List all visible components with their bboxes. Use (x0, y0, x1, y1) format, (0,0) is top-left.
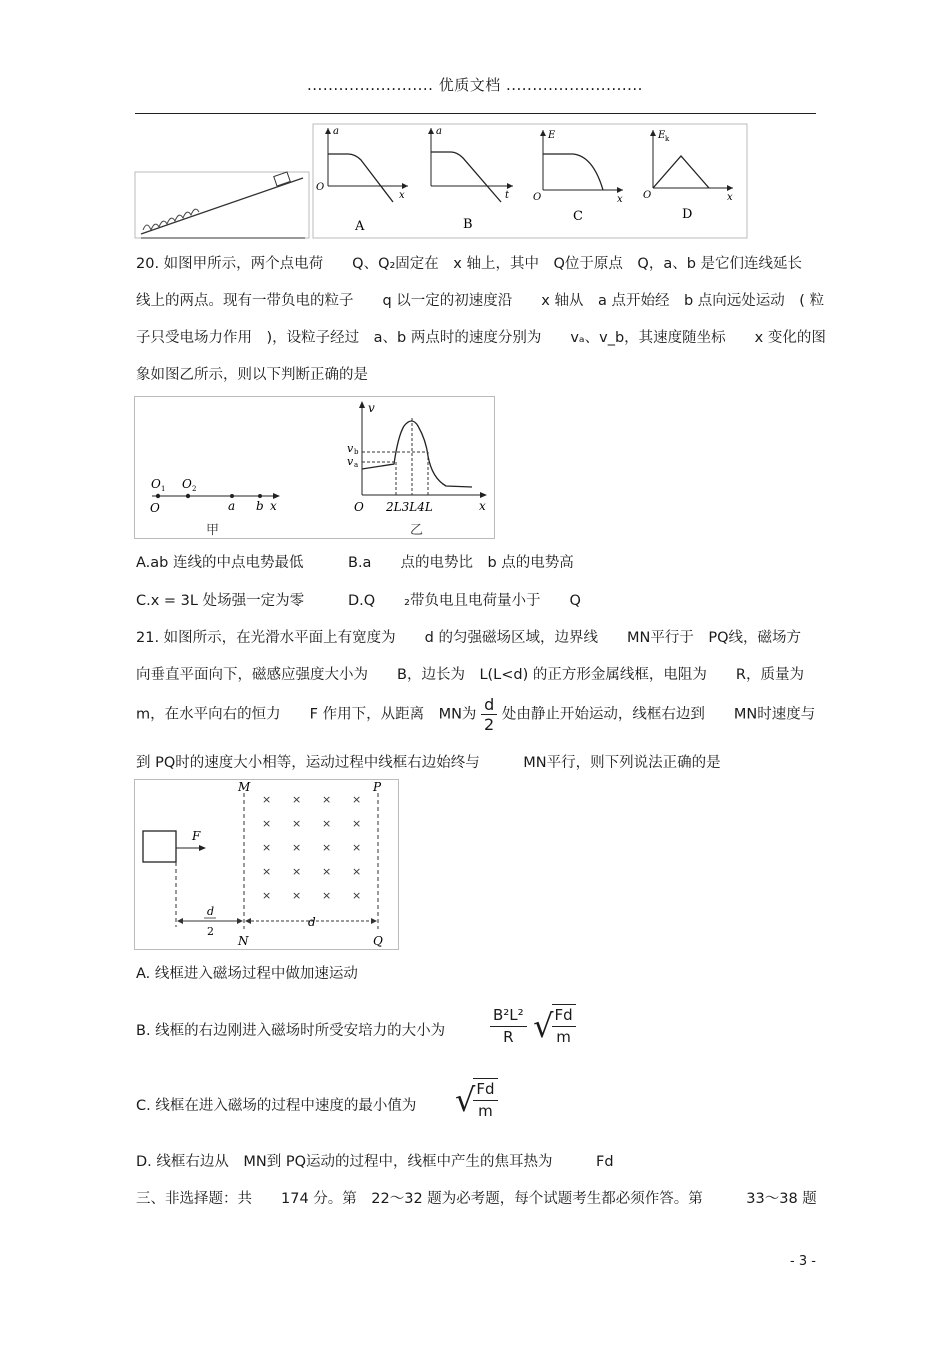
q21-option-C-expression (455, 1078, 498, 1122)
jia-caption: 甲 (206, 523, 220, 538)
magnetic-field-crosses (262, 793, 361, 902)
jia-x: x (270, 499, 277, 513)
q21-line-2: 向垂直平面向下，磁感应强度大小为 B，边长为 L(L<d) 的正方形金属线框，电阻为 R，质量为 (136, 667, 804, 683)
graph-D (643, 130, 733, 222)
field-cross: × (292, 841, 302, 854)
q20-line-1: 20. 如图甲所示，两个点电荷 Q、Q₂固定在 x 轴上，其中 Q位于原点 Q，a、b 是它们连线延长 (136, 256, 803, 272)
q21-option-A: A. 线框进入磁场过程中做加速运动 (136, 966, 358, 982)
q20-line-3: 子只受电场力作用 )，设粒子经过 a、b 两点时的速度分别为 vₐ、v_b，其速度随坐标 x 变化的图 (136, 330, 826, 346)
frac-denominator: 2 (484, 715, 495, 734)
section-3-intro: 三、非选择题：共 174 分。第 22～32 题为必考题，每个试题考生都必须作答。第 33～38 题 (136, 1191, 817, 1207)
graph-A-o: O (316, 182, 325, 193)
field-cross: × (352, 793, 362, 806)
field-cross: × (292, 889, 302, 902)
jia-b: b (256, 499, 264, 513)
q19-figure-row (133, 122, 749, 240)
graph-A (316, 126, 408, 234)
q20-line-2: 线上的两点。现有一带负电的粒子 q 以一定的初速度沿 x 轴从 a 点开始经 b 点向远处运动 ( 粒 (136, 293, 825, 309)
yi-caption: 乙 (410, 523, 424, 538)
b-frac (490, 1005, 527, 1048)
frac-numerator: d (481, 695, 497, 715)
q20-figure (134, 396, 496, 540)
fig-yi (347, 401, 487, 538)
graph-D-o: O (643, 190, 652, 201)
q21-figure (134, 779, 400, 951)
field-cross: × (322, 841, 332, 854)
field-cross: × (262, 817, 272, 830)
q20-option-C: C.x = 3L 处场强一定为零 (136, 593, 305, 609)
q21-line-4: 到 PQ时的速度大小相等，运动过程中线框右边始终与 MN平行，则下列说法正确的是 (136, 755, 721, 771)
field-cross: × (352, 889, 362, 902)
field-cross: × (322, 817, 332, 830)
yi-o: O (354, 500, 364, 514)
graph-A-label: A (355, 219, 365, 234)
graph-D-x: x (727, 192, 733, 203)
graph-B-y: a (436, 126, 442, 137)
c-sqrt-sign: √ (455, 1081, 476, 1119)
b-sqrt-num: Fd (552, 1005, 576, 1027)
yi-vb-sub: b (354, 448, 359, 456)
graph-A-x: x (399, 190, 405, 201)
graph-C-y: E (548, 130, 556, 141)
page-number: - 3 - (790, 1254, 816, 1269)
q20-line-4: 象如图乙所示，则以下判断正确的是 (136, 367, 368, 383)
yi-v: v (368, 401, 375, 415)
b-frac-num: B²L² (490, 1005, 527, 1027)
field-cross: × (262, 793, 272, 806)
q21-option-D: D. 线框右边从 MN到 PQ运动的过程中，线框中产生的焦耳热为 Fd (136, 1154, 614, 1170)
label-N: N (238, 934, 249, 948)
field-cross: × (352, 817, 362, 830)
q20-option-B: B.a 点的电势比 b 点的电势高 (348, 555, 574, 571)
jia-o1-sub: 1 (161, 485, 166, 493)
yi-va-sub: a (354, 461, 359, 469)
label-Q: Q (373, 934, 383, 948)
header-rule (135, 113, 816, 114)
jia-o2: O (182, 477, 192, 491)
page-header: ........................ 优质文档 .......................... (307, 76, 643, 94)
field-cross: × (322, 865, 332, 878)
graph-C-label: C (573, 209, 583, 224)
graph-B-x: t (505, 190, 510, 201)
field-cross: × (322, 793, 332, 806)
field-cross: × (292, 793, 302, 806)
field-cross: × (322, 889, 332, 902)
b-sqrt-den: m (556, 1028, 571, 1046)
field-cross: × (262, 865, 272, 878)
label-P: P (373, 780, 382, 794)
force-F-label: F (192, 829, 201, 843)
q21-half-d-fraction (481, 695, 497, 734)
q21-option-B: B. 线框的右边刚进入磁场时所受安培力的大小为 (136, 1023, 446, 1039)
field-cross: × (262, 841, 272, 854)
graph-B-label: B (463, 217, 473, 232)
jia-o2-sub: 2 (192, 485, 197, 493)
yi-vb: v (347, 442, 354, 455)
q21-line-3-pre: m，在水平向右的恒力 F 作用下，从距离 MN为 (136, 706, 477, 723)
jia-o: O (150, 501, 160, 515)
c-sqrt-frac (473, 1078, 497, 1122)
half-d-den: 2 (207, 925, 214, 938)
b-sqrt-sign: √ (533, 1007, 554, 1045)
jia-o1: O (151, 477, 161, 491)
yi-ticks: 2L3L4L (386, 500, 433, 514)
graph-D-label: D (682, 207, 693, 222)
d-label: d (308, 915, 316, 929)
q21-line-3 (136, 695, 815, 734)
graph-B (428, 126, 513, 232)
yi-x: x (479, 499, 486, 513)
label-M: M (238, 780, 251, 794)
q21-line-1: 21. 如图所示，在光滑水平面上有宽度为 d 的匀强磁场区域，边界线 MN平行于 PQ线，磁场方 (136, 630, 801, 646)
graph-C-o: O (533, 192, 542, 203)
incline-spring-figure (135, 172, 309, 238)
fig-jia (150, 477, 280, 538)
q21-line-3-post: 处由静止开始运动，线框右边到 MN时速度与 (501, 706, 816, 723)
yi-va: v (347, 455, 354, 468)
graph-C-x: x (617, 194, 623, 205)
field-cross: × (262, 889, 272, 902)
half-d-num: d (207, 905, 215, 918)
q20-option-D: D.Q ₂带负电且电荷量小于 Q (348, 593, 581, 609)
graph-A-y: a (333, 126, 339, 137)
q21-option-B-expression (490, 1004, 576, 1048)
field-cross: × (352, 841, 362, 854)
b-frac-den: R (503, 1027, 514, 1046)
c-sqrt-den: m (478, 1102, 493, 1120)
field-cross: × (352, 865, 362, 878)
q21-option-C: C. 线框在进入磁场的过程中速度的最小值为 (136, 1098, 417, 1114)
graph-D-ysub: k (665, 135, 670, 143)
jia-a: a (228, 499, 236, 513)
field-cross: × (292, 865, 302, 878)
c-sqrt-num: Fd (473, 1079, 497, 1101)
q20-option-A: A.ab 连线的中点电势最低 (136, 555, 304, 571)
b-sqrt-frac (552, 1004, 576, 1048)
field-cross: × (292, 817, 302, 830)
graph-D-y: E (658, 130, 666, 141)
graph-C (533, 130, 623, 224)
